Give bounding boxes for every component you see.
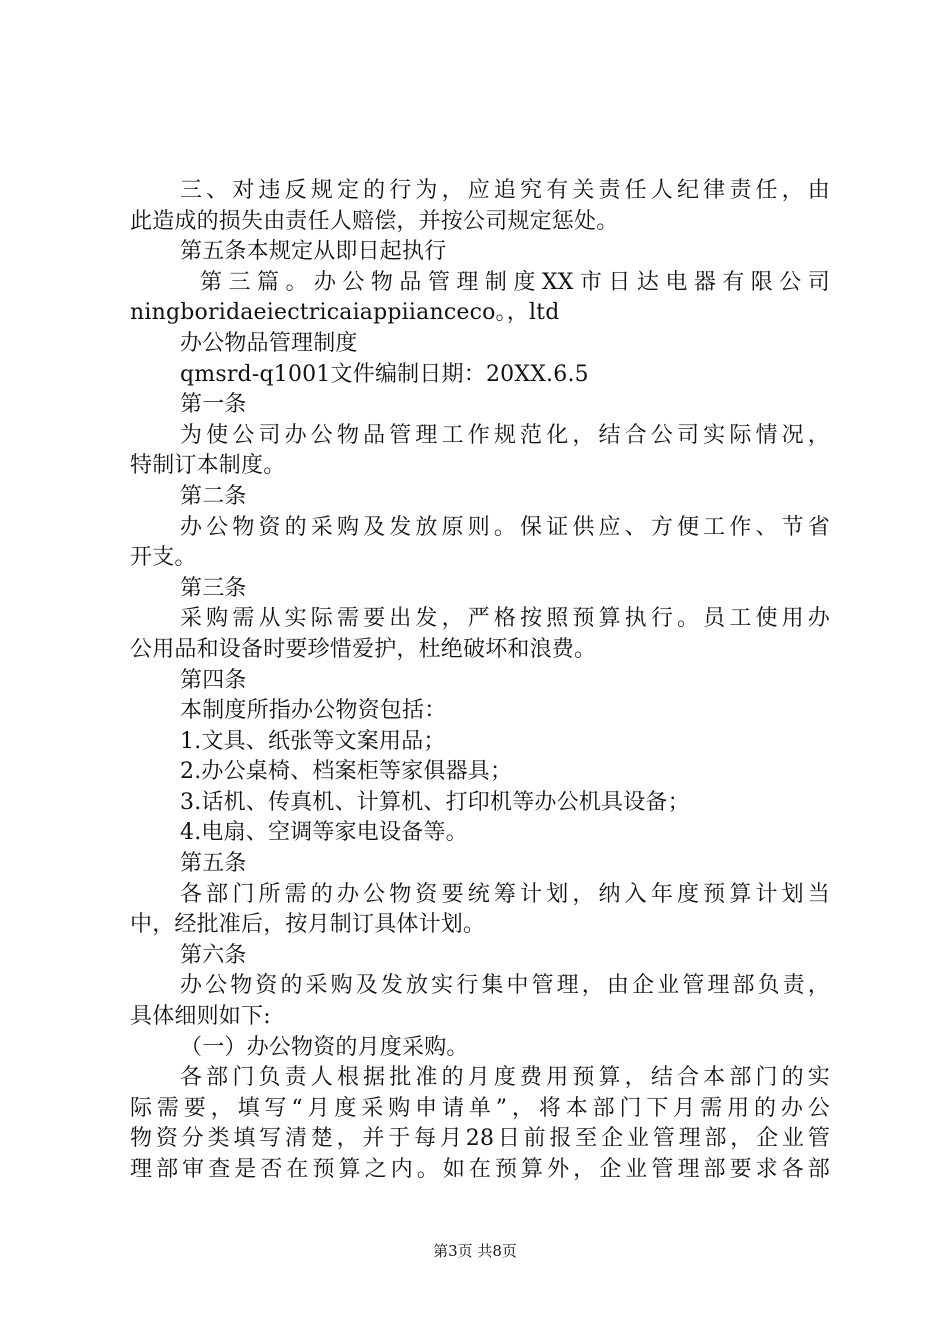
paragraph-line: 为使公司办公物品管理工作规范化，结合公司实际情况， — [180, 422, 830, 448]
clause-heading: 第四条 — [180, 667, 247, 693]
clause-heading: 第五条 — [180, 851, 247, 877]
page-footer — [0, 1241, 950, 1261]
document-title: 办公物品管理制度 — [180, 330, 358, 356]
paragraph-line: 各部门所需的办公物资要统筹计划，纳入年度预算计划当 — [180, 881, 830, 907]
paragraph-line: 开支。 — [130, 545, 197, 571]
paragraph-line: 物资分类填写清楚，并于每月28日前报至企业管理部，企业管 — [130, 1126, 830, 1152]
paragraph-line: 办公物资的采购及发放原则。保证供应、方便工作、节省 — [180, 514, 830, 540]
document-body — [130, 176, 830, 1186]
paragraph-line: 三、对违反规定的行为，应追究有关责任人纪律责任，由 — [180, 178, 830, 203]
paragraph-line: 具体细则如下: — [130, 1004, 271, 1030]
clause-heading: 第一条 — [180, 392, 247, 418]
list-item: 2.办公桌椅、档案柜等家俱器具； — [180, 759, 513, 785]
company-english-name: ningboridaeiectricaiappiianceco。，ltd — [130, 300, 560, 326]
sub-heading: （一）办公物资的月度采购。 — [180, 1034, 469, 1060]
page-number-indicator: 第3页 共8页 — [433, 1242, 517, 1260]
paragraph-line: 此造成的损失由责任人赔偿，并按公司规定惩处。 — [130, 208, 619, 234]
paragraph-line: 中，经批准后，按月制订具体计划。 — [130, 912, 486, 938]
clause-heading: 第三条 — [180, 575, 247, 601]
paragraph-line: 理部审查是否在预算之内。如在预算外，企业管理部要求各部 — [130, 1157, 830, 1182]
paragraph-line: 公用品和设备时要珍惜爱护，杜绝破坏和浪费。 — [130, 636, 597, 662]
clause-heading: 第六条 — [180, 942, 247, 968]
paragraph-line: 采购需从实际需要出发，严格按照预算执行。员工使用办 — [180, 606, 830, 632]
clause-heading: 第二条 — [180, 483, 247, 509]
list-item: 3.话机、传真机、计算机、打印机等办公机具设备； — [180, 789, 690, 815]
list-item: 1.文具、纸张等文案用品； — [180, 728, 446, 754]
paragraph-line: 特制订本制度。 — [130, 453, 286, 479]
section-title: 第三篇。办公物品管理制度XX市日达电器有限公司 — [200, 269, 830, 295]
paragraph-line: 办公物资的采购及发放实行集中管理，由企业管理部负责， — [180, 973, 830, 999]
paragraph-line: 际需要，填写“月度采购申请单”，将本部门下月需用的办公 — [130, 1095, 830, 1121]
list-item: 4.电扇、空调等家电设备等。 — [180, 820, 468, 846]
paragraph-line: 各部门负责人根据批准的月度费用预算，结合本部门的实 — [180, 1065, 830, 1091]
clause-heading: 第五条本规定从即日起执行 — [180, 239, 447, 265]
document-code-line: qmsrd-q1001文件编制日期：20XX.6.5 — [180, 361, 589, 387]
paragraph-line: 本制度所指办公物资包括： — [180, 698, 447, 724]
